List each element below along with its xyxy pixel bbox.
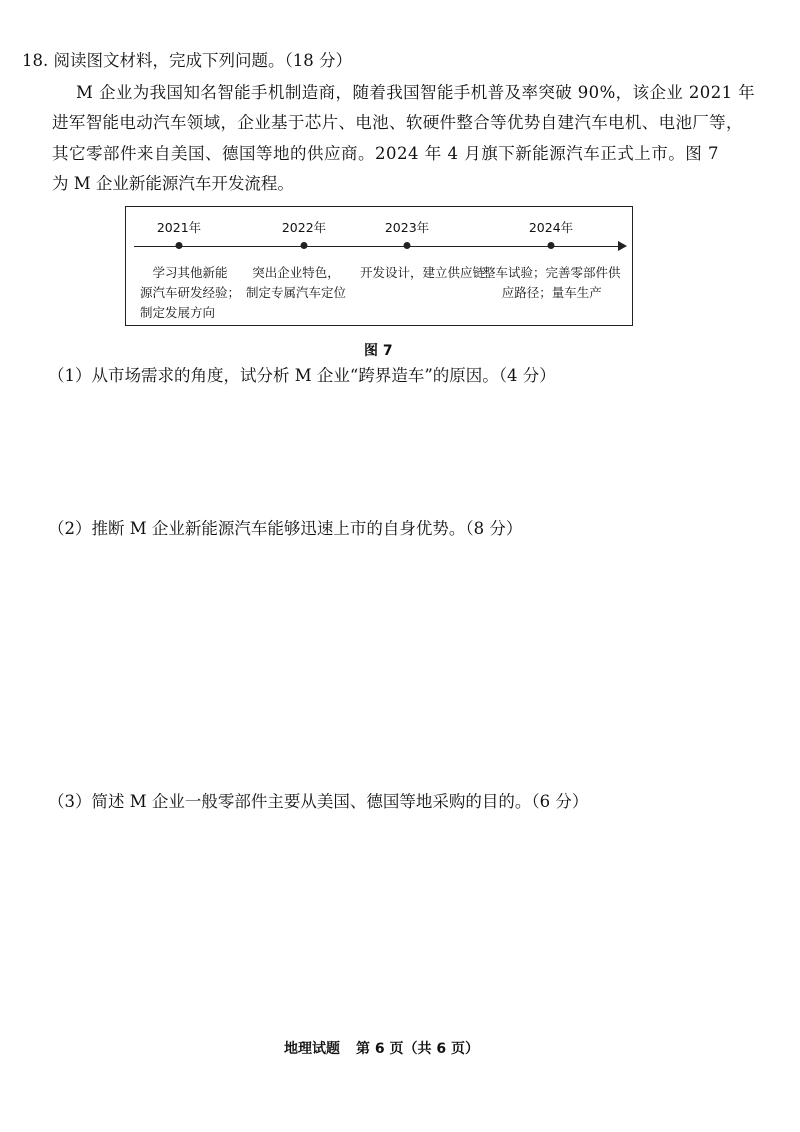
material-line-1: M 企业为我国知名智能手机制造商，随着我国智能手机普及率突破 90%，该企业 2021 年 bbox=[76, 83, 756, 102]
timeline-dot-2021 bbox=[176, 242, 183, 249]
stage-2021-line-2: 源汽车研发经验； bbox=[140, 285, 241, 300]
page-footer bbox=[284, 1038, 479, 1058]
sub-question-3: （3）简述 M 企业一般零部件主要从美国、德国等地采购的目的。（6 分） bbox=[48, 792, 589, 811]
stage-2021-line-1: 学习其他新能 bbox=[152, 265, 228, 280]
material-line-4: 为 M 企业新能源汽车开发流程。 bbox=[52, 174, 294, 193]
timeline-year-2021: 2021年 bbox=[156, 220, 202, 235]
footer-page-number: 第 6 页（共 6 页） bbox=[356, 1041, 479, 1057]
material-line-2: 进军智能电动汽车领域，企业基于芯片、电池、软硬件整合等优势自建汽车电机、电池厂等， bbox=[52, 113, 743, 132]
timeline-dot-2022 bbox=[301, 242, 308, 249]
timeline-stage-2023 bbox=[360, 263, 485, 283]
timeline-stage-2022 bbox=[246, 263, 346, 303]
stage-2024-line-2: 应路径；量车生产 bbox=[501, 285, 602, 300]
material-line-3: 其它零部件来自美国、德国等地的供应商。2024 年 4 月旗下新能源汽车正式上市。图 7 bbox=[52, 144, 719, 163]
stage-2024-line-1: 整车试验；完善零部件供 bbox=[483, 265, 621, 280]
timeline-year-2024: 2024年 bbox=[528, 220, 574, 235]
timeline-arrow-icon bbox=[618, 241, 627, 251]
sub-question-1: （1）从市场需求的角度，试分析 M 企业“跨界造车”的原因。（4 分） bbox=[48, 366, 556, 385]
timeline-stage-2024 bbox=[483, 263, 621, 303]
sub-question-2: （2）推断 M 企业新能源汽车能够迅速上市的自身优势。（8 分） bbox=[48, 519, 523, 538]
timeline-stage-2021 bbox=[140, 263, 240, 323]
figure-caption: 图 7 bbox=[364, 343, 393, 359]
timeline-year-2022: 2022年 bbox=[281, 220, 327, 235]
stage-2023-line-1: 开发设计，建立供应链 bbox=[360, 265, 486, 280]
timeline-dot-2024 bbox=[548, 242, 555, 249]
stage-2021-line-3: 制定发展方向 bbox=[140, 305, 216, 320]
stage-2022-line-1: 突出企业特色， bbox=[252, 265, 340, 280]
stage-2022-line-2: 制定专属汽车定位 bbox=[246, 285, 347, 300]
question-header: 18. 阅读图文材料，完成下列问题。（18 分） bbox=[22, 51, 352, 70]
footer-subject: 地理试题 bbox=[284, 1041, 340, 1057]
development-timeline-figure bbox=[125, 206, 633, 326]
timeline-year-2023: 2023年 bbox=[384, 220, 430, 235]
timeline-dot-2023 bbox=[404, 242, 411, 249]
